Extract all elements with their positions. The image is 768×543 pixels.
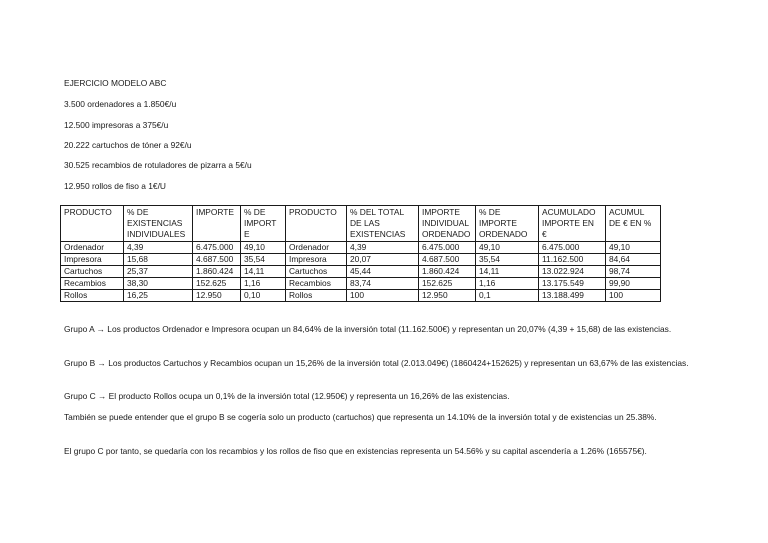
table-cell: 4,39 bbox=[347, 242, 419, 254]
table-cell: Impresora bbox=[61, 254, 124, 266]
table-cell: 6.475.000 bbox=[193, 242, 241, 254]
table-cell: 16,25 bbox=[124, 290, 193, 302]
table-cell: 13.022.924 bbox=[539, 266, 606, 278]
header-pct-importe-ordenado: % DE IMPORTE ORDENADO bbox=[476, 206, 539, 242]
table-cell: Recambios bbox=[61, 278, 124, 290]
table-cell: 6.475.000 bbox=[419, 242, 476, 254]
table-cell: 1,16 bbox=[241, 278, 286, 290]
table-cell: 1.860.424 bbox=[419, 266, 476, 278]
header-pct-importe: % DE IMPORT E bbox=[241, 206, 286, 242]
table-cell: 152.625 bbox=[193, 278, 241, 290]
item-line: 30.525 recambios de rotuladores de pizarra a 5€/u bbox=[64, 160, 252, 170]
table-cell: 13.175.549 bbox=[539, 278, 606, 290]
table-cell: Cartuchos bbox=[286, 266, 347, 278]
table-cell: 100 bbox=[347, 290, 419, 302]
table-cell: 0,10 bbox=[241, 290, 286, 302]
table-header-row bbox=[61, 206, 661, 242]
paragraph-note-b: También se puede entender que el grupo B se cogería solo un producto (cartuchos) que representa un 14.10% de la inversión total y de existencias un 25.38%. bbox=[64, 412, 657, 422]
item-line: 20.222 cartuchos de tóner a 92€/u bbox=[64, 140, 192, 150]
table-cell: 83,74 bbox=[347, 278, 419, 290]
item-line: 12.500 impresoras a 375€/u bbox=[64, 120, 169, 130]
paragraph-grupo-b: Grupo B → Los productos Cartuchos y Recambios ocupan un 15,26% de la inversión total (2.013.049€) (1860424+152625) y representan un 63,67% de las existencias. bbox=[64, 358, 689, 368]
header-existencias-individuales: % DE EXISTENCIAS INDIVIDUALES bbox=[124, 206, 193, 242]
table-cell: 152.625 bbox=[419, 278, 476, 290]
table-cell: Ordenador bbox=[286, 242, 347, 254]
header-importe: IMPORTE bbox=[193, 206, 241, 242]
table-cell: 12.950 bbox=[193, 290, 241, 302]
paragraph-grupo-a: Grupo A → Los productos Ordenador e Impresora ocupan un 84,64% de la inversión total (11.162.500€) y representan un 20,07% (4,39 + 15,68) de las existencias. bbox=[64, 324, 672, 334]
table-cell: Cartuchos bbox=[61, 266, 124, 278]
table-cell: Recambios bbox=[286, 278, 347, 290]
table-row bbox=[61, 278, 661, 290]
table-cell: 25,37 bbox=[124, 266, 193, 278]
header-importe-individual-ordenado: IMPORTE INDIVIDUAL ORDENADO bbox=[419, 206, 476, 242]
table-cell: 1.860.424 bbox=[193, 266, 241, 278]
table-cell: 14,11 bbox=[476, 266, 539, 278]
item-line: 12.950 rollos de fiso a 1€/U bbox=[64, 181, 166, 191]
table-cell: 49,10 bbox=[476, 242, 539, 254]
table-cell: 49,10 bbox=[241, 242, 286, 254]
table-cell: 13.188.499 bbox=[539, 290, 606, 302]
table-row bbox=[61, 254, 661, 266]
table-cell: 84,64 bbox=[606, 254, 661, 266]
table-cell: Rollos bbox=[61, 290, 124, 302]
table-cell: 35,54 bbox=[241, 254, 286, 266]
paragraph-grupo-c: Grupo C → El producto Rollos ocupa un 0,1% de la inversión total (12.950€) y representa un 16,26% de las existencias. bbox=[64, 391, 510, 401]
table-row bbox=[61, 242, 661, 254]
paragraph-note-c: El grupo C por tanto, se quedaría con los recambios y los rollos de fiso que en existencias representa un 54.56% y su capital ascendería a 1.26% (165575€). bbox=[64, 446, 647, 456]
table-cell: Ordenador bbox=[61, 242, 124, 254]
table-cell: 4,39 bbox=[124, 242, 193, 254]
table-cell: 4.687.500 bbox=[193, 254, 241, 266]
table-cell: 4.687.500 bbox=[419, 254, 476, 266]
table-cell: Rollos bbox=[286, 290, 347, 302]
item-line: 3.500 ordenadores a 1.850€/u bbox=[64, 99, 177, 109]
table-cell: 49,10 bbox=[606, 242, 661, 254]
table-cell: 1,16 bbox=[476, 278, 539, 290]
table-row bbox=[61, 266, 661, 278]
header-acumul-pct: ACUMUL DE € EN % bbox=[606, 206, 661, 242]
table-cell: 6.475.000 bbox=[539, 242, 606, 254]
table-cell: 0,1 bbox=[476, 290, 539, 302]
table-cell: 11.162.500 bbox=[539, 254, 606, 266]
table-cell: 12.950 bbox=[419, 290, 476, 302]
document-title: EJERCICIO MODELO ABC bbox=[64, 78, 167, 88]
table-cell: 15,68 bbox=[124, 254, 193, 266]
header-acumulado-importe: ACUMULADO IMPORTE EN € bbox=[539, 206, 606, 242]
abc-table bbox=[60, 205, 661, 302]
table-cell: 100 bbox=[606, 290, 661, 302]
table-cell: 35,54 bbox=[476, 254, 539, 266]
table-cell: 45,44 bbox=[347, 266, 419, 278]
table-cell: 98,74 bbox=[606, 266, 661, 278]
header-producto-ordenado: PRODUCTO bbox=[286, 206, 347, 242]
header-pct-total-existencias: % DEL TOTAL DE LAS EXISTENCIAS bbox=[347, 206, 419, 242]
table-cell: Impresora bbox=[286, 254, 347, 266]
header-producto: PRODUCTO bbox=[61, 206, 124, 242]
table-cell: 14,11 bbox=[241, 266, 286, 278]
table-cell: 99,90 bbox=[606, 278, 661, 290]
table-cell: 20,07 bbox=[347, 254, 419, 266]
table-cell: 38,30 bbox=[124, 278, 193, 290]
table-row bbox=[61, 290, 661, 302]
